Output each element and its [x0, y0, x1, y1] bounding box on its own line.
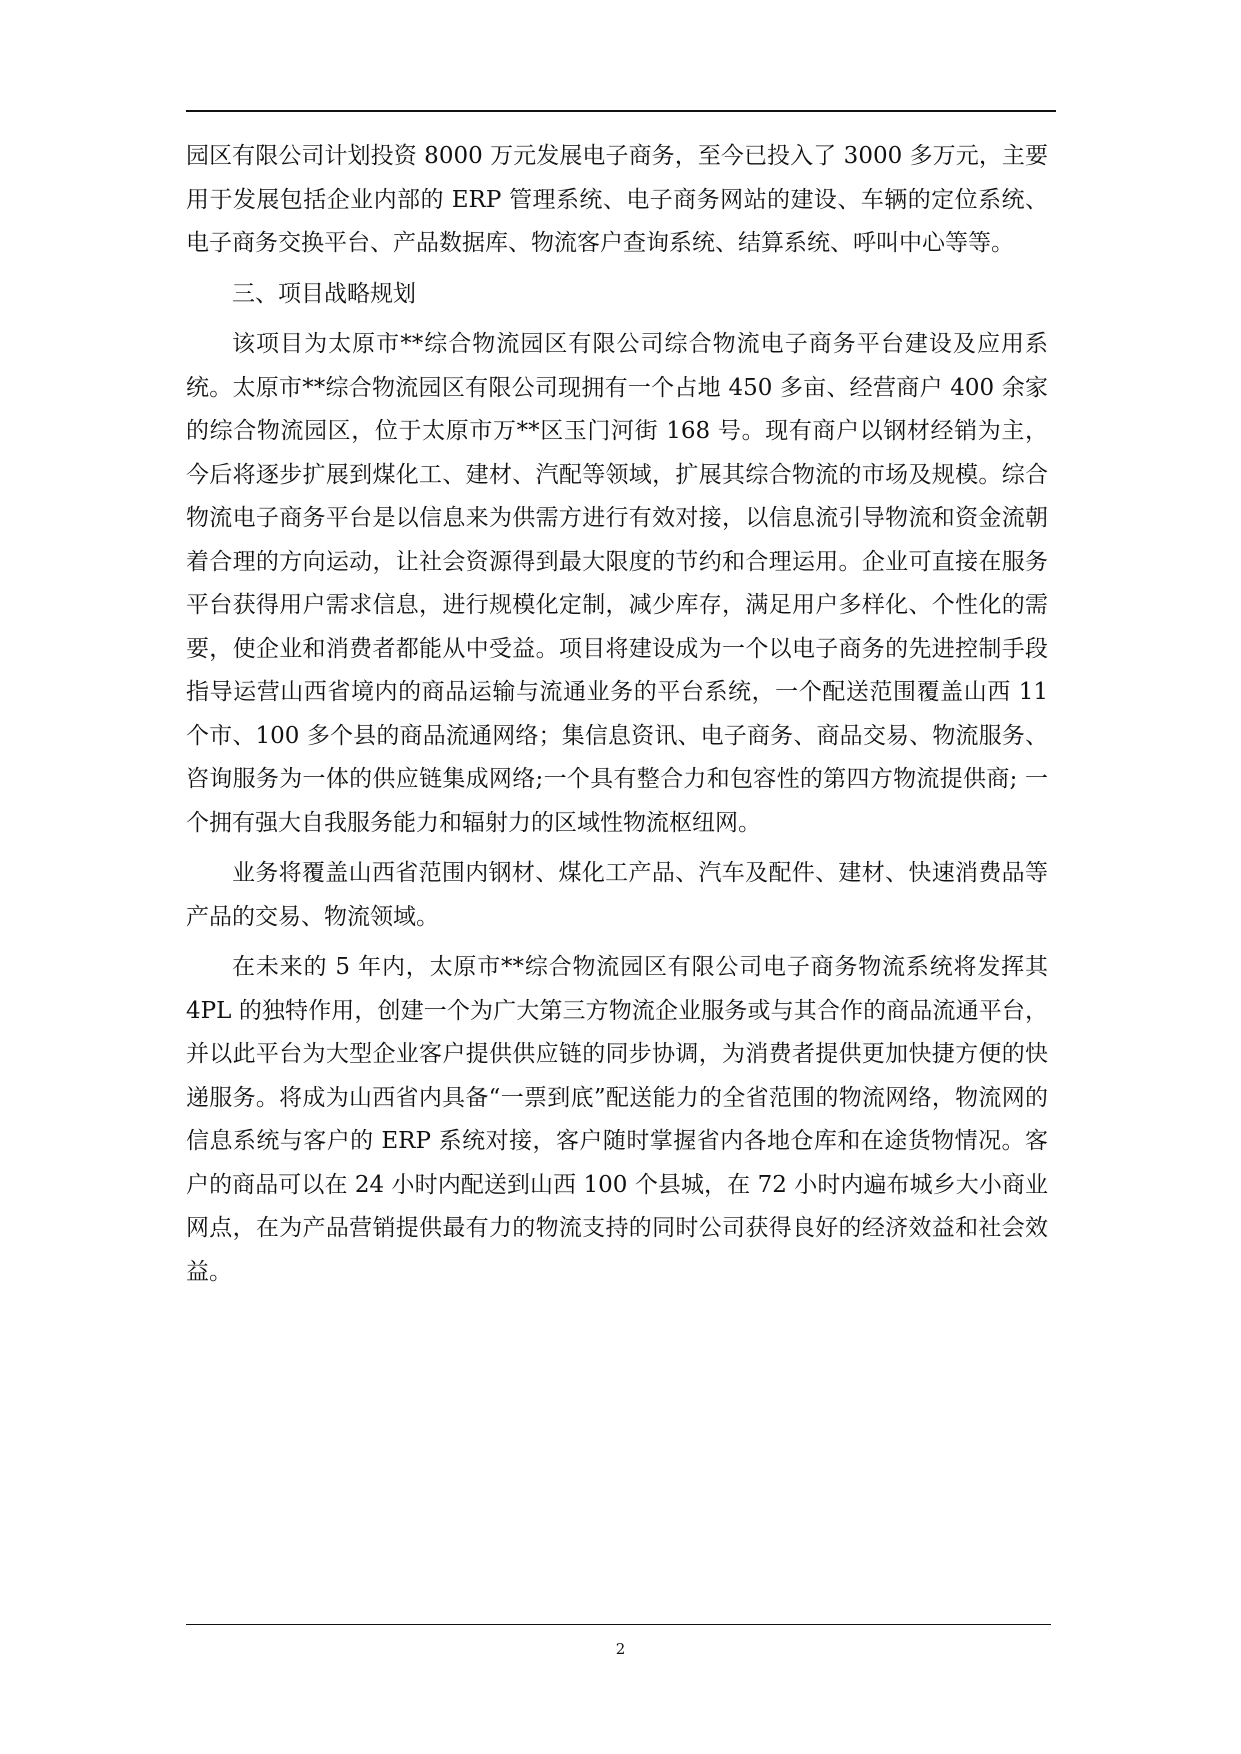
footer-rule — [186, 1624, 1051, 1625]
paragraph-business-scope: 业务将覆盖山西省范围内钢材、煤化工产品、汽车及配件、建材、快速消费品等产品的交易、物流领域。 — [186, 860, 1048, 930]
page-number: 2 — [615, 1640, 626, 1658]
header-rule — [186, 110, 1056, 112]
paragraph-five-year-plan: 在未来的 5 年内，太原市**综合物流园区有限公司电子商务物流系统将发挥其 4PL 的独特作用，创建一个为广大第三方物流企业服务或与其合作的商品流通平台，并以此平台为大型企业客户提供供应链的同步协调，为消费者提供更加快捷方便的快递服务。将成为山西省内具备“一票到底”配送能力的全省范围的物流网络，物流网的信息系统与客户的 ERP 系统对接，客户随时掌握省内各地仓库和在途货物情况。客户的商品可以在 24 小时内配送到山西 100 个县城，在 72 小时内遍布城乡大小商业网点，在为产品营销提供最有力的物流支持的同时公司获得良好的经济效益和社会效益。 — [186, 954, 1048, 1285]
document-body — [186, 135, 1048, 1301]
section-heading: 三、项目战略规划 — [232, 280, 416, 307]
paragraph-project-overview: 该项目为太原市**综合物流园区有限公司综合物流电子商务平台建设及应用系统。太原市**综合物流园区有限公司现拥有一个占地 450 多亩、经营商户 400 余家的综合物流园区，位于太原市万**区玉门河街 168 号。现有商户以钢材经销为主，今后将逐步扩展到煤化工、建材、汽配等领域，扩展其综合物流的市场及规模。综合物流电子商务平台是以信息来为供需方进行有效对接，以信息流引导物流和资金流朝着合理的方向运动，让社会资源得到最大限度的节约和合理运用。企业可直接在服务平台获得用户需求信息，进行规模化定制，减少库存，满足用户多样化、个性化的需要，使企业和消费者都能从中受益。项目将建设成为一个以电子商务的先进控制手段指导运营山西省境内的商品运输与流通业务的平台系统，一个配送范围覆盖山西 11 个市、100 多个县的商品流通网络；集信息资讯、电子商务、商品交易、物流服务、咨询服务为一体的供应链集成网络;一个具有整合力和包容性的第四方物流提供商; 一个拥有强大自我服务能力和辐射力的区域性物流枢纽网。 — [186, 331, 1048, 836]
paragraph-continuation: 园区有限公司计划投资 8000 万元发展电子商务，至今已投入了 3000 多万元，主要用于发展包括企业内部的 ERP 管理系统、电子商务网站的建设、车辆的定位系统、电子商务交换平台、产品数据库、物流客户查询系统、结算系统、呼叫中心等等。 — [186, 143, 1048, 256]
